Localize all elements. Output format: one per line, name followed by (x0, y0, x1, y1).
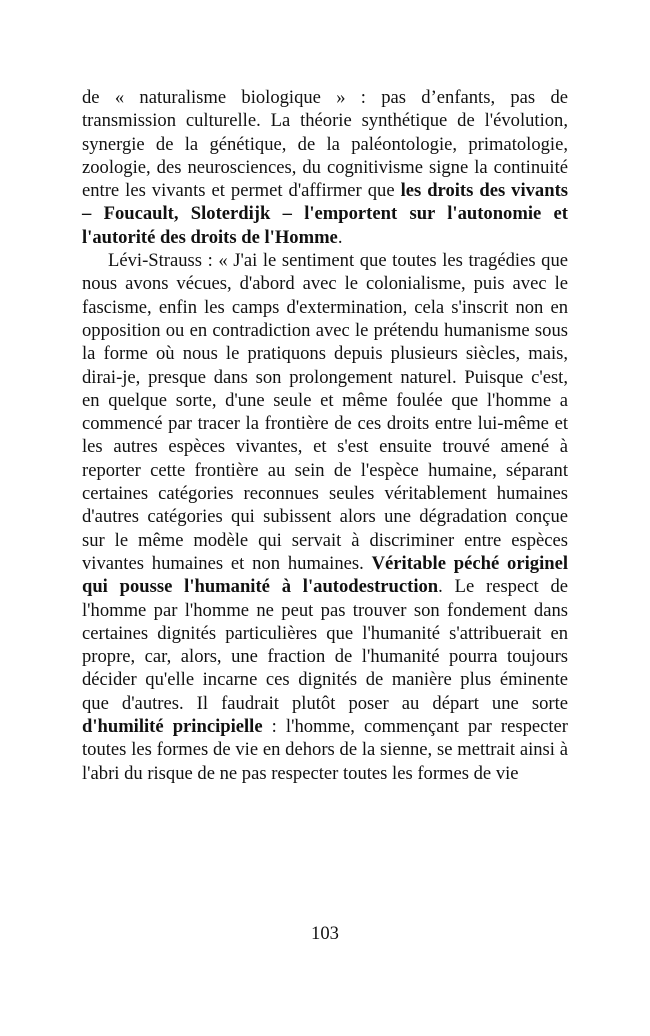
paragraph-text: Lévi-Strauss : « J'ai le sentiment que toutes les tragédies que nous avons vécues, d'abord avec le colonialisme, puis avec le fascisme, enfin les camps d'extermination, cela s'inscrit non en opposition ou en contradiction avec le prétendu humanisme sous la forme où nous le pratiquons depuis plusieurs siècles, mais, dirai-je, presque dans son prolongement naturel. Puisque c'est, en quelque sorte, d'une seule et même foulée que l'homme a commencé par tracer la frontière de ces droits entre lui-même et les autres espèces vivantes, et s'est ensuite trouvé amené à reporter cette frontière au sein de l'espèce humaine, séparant certaines catégories reconnues seules véritablement humaines d'autres catégories qui subissent alors une dégradation conçue sur le même modèle qui servait à discriminer entre espèces vivantes humaines et non humaines. (82, 250, 568, 574)
page-body (82, 86, 568, 785)
paragraph-naturalisme (82, 86, 568, 249)
page-number: 103 (311, 923, 339, 944)
paragraph-text: de « naturalisme biologique » : pas d’enfants, pas de transmission culturelle. La théorie synthétique de l'évolution, synergie de la génétique, de la paléontologie, primatologie, zoologie, des neurosciences, du cognitivisme signe la continuité entre les vivants et permet d'affirmer que (82, 87, 568, 202)
paragraph-text: . Le respect de l'homme par l'homme ne peut pas trouver son fondement dans certaines dignités particulières que l'humanité s'attribuerait en propre, car, alors, une fraction de l'humanité pourra toujours décider qu'elle incarne ces dignités de manière plus éminente que d'autres. Il faudrait plutôt poser au départ une sorte (82, 576, 569, 714)
bold-phrase-droits-des-vivants: les droits des vivants – Foucault, Sloterdijk – l'emportent sur l'autonomie et l'autorité des droits de l'Homme (82, 180, 568, 248)
bold-phrase-humilite-principielle: d'humilité principielle (82, 716, 263, 738)
bold-phrase-peche-originel: Véritable péché originel qui pousse l'humanité à l'autodestruction (82, 552, 568, 598)
paragraph-text: : l'homme, commençant par respecter toutes les formes de vie en dehors de la sienne, se mettrait ainsi à l'abri du risque de ne pas respecter toutes les formes de vie (82, 716, 568, 784)
paragraph-levi-strauss-quote (82, 249, 568, 785)
paragraph-text: . (337, 226, 343, 248)
